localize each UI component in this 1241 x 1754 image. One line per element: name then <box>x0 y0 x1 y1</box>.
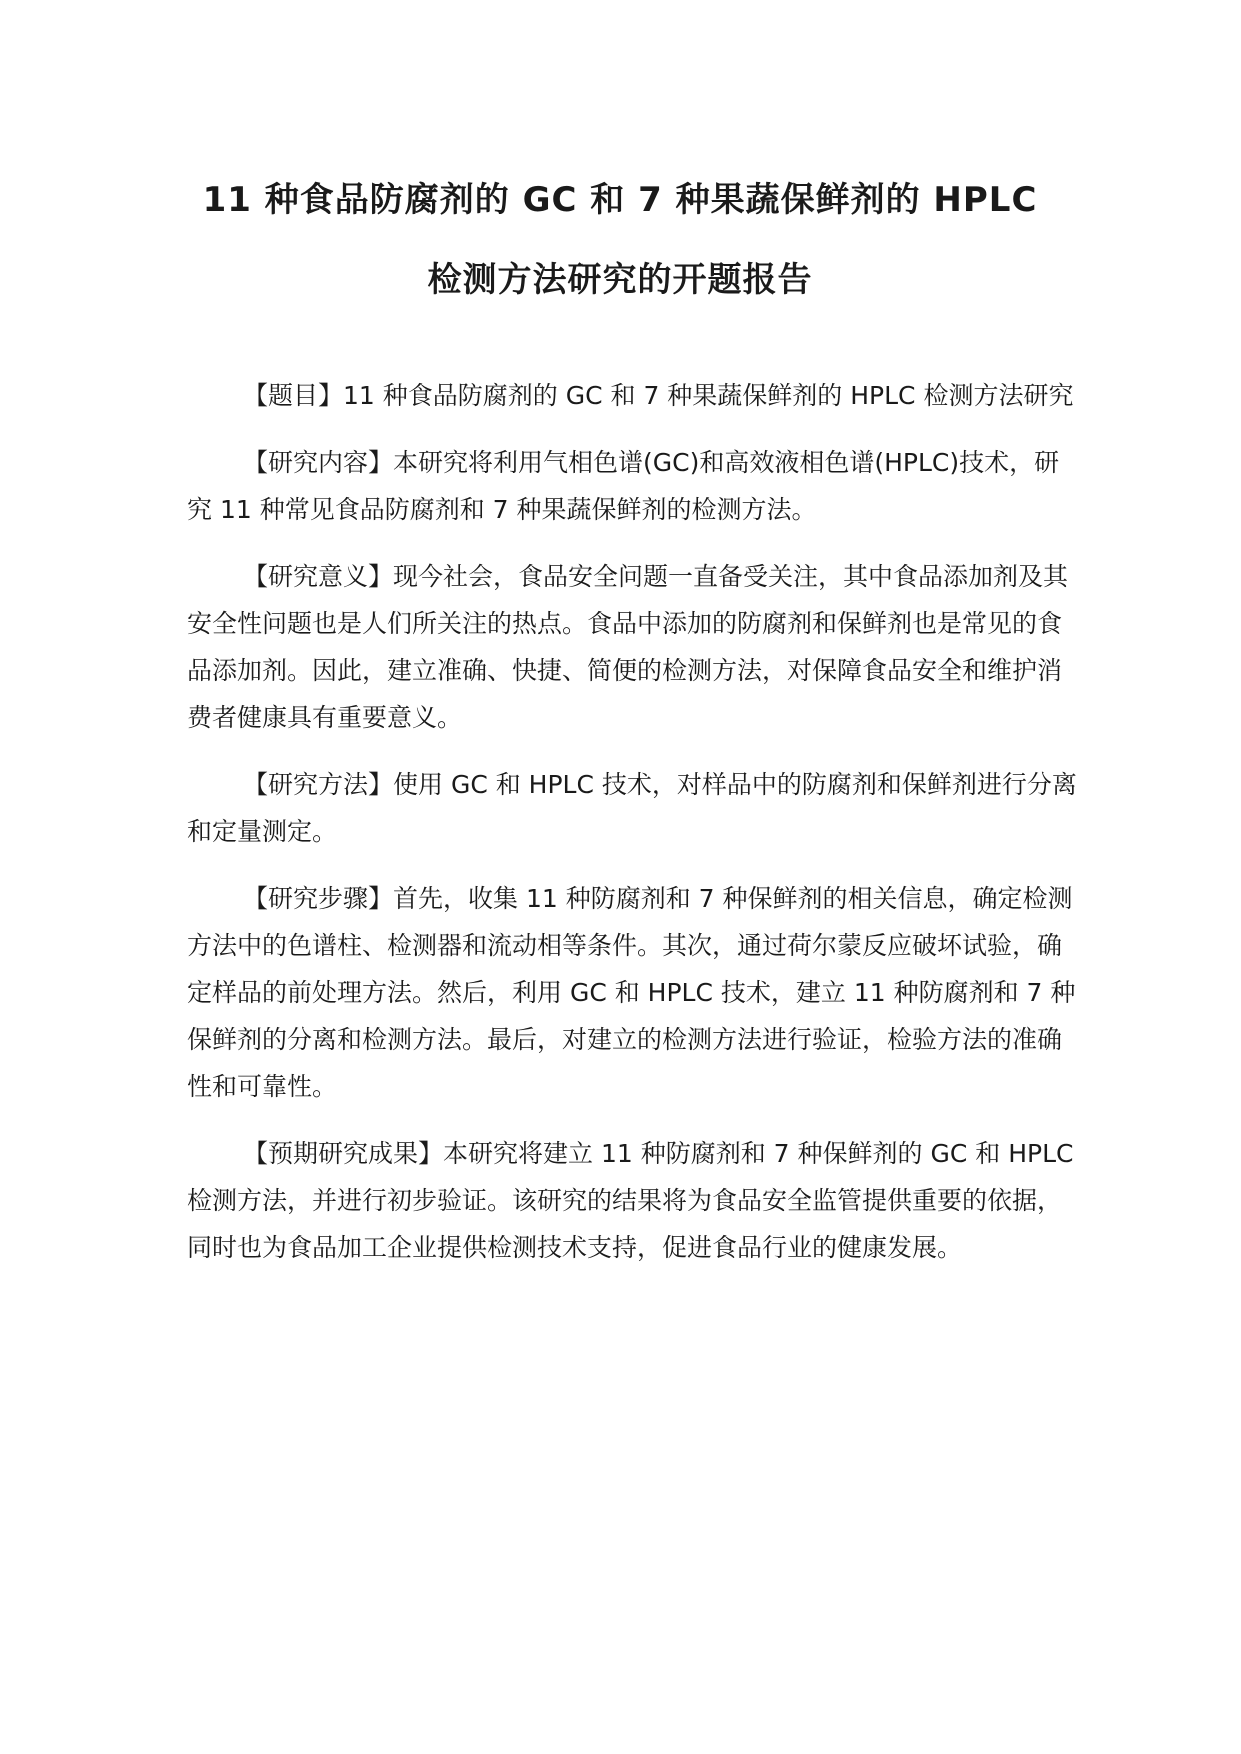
document-title <box>150 160 1090 320</box>
section-label: 【研究步骤】 <box>243 884 394 913</box>
section-text: 现今社会，食品安全问题一直备受关注，其中食品添加剂及其安全性问题也是人们所关注的热点。食品中添加的防腐剂和保鲜剂也是常见的食品添加剂。因此，建立准确、快捷、简便的检测方法，对保障食品安全和维护消费者健康具有重要意义。 <box>187 562 1069 732</box>
document-body <box>187 372 1077 1291</box>
paragraph-research-method <box>187 761 1077 855</box>
section-label: 【研究方法】 <box>243 770 394 799</box>
section-text: 本研究将建立 11 种防腐剂和 7 种保鲜剂的 GC 和 HPLC 检测方法，并进行初步验证。该研究的结果将为食品安全监管提供重要的依据，同时也为食品加工企业提供检测技术支持，促进食品行业的健康发展。 <box>187 1139 1074 1262</box>
section-text: 首先，收集 11 种防腐剂和 7 种保鲜剂的相关信息，确定检测方法中的色谱柱、检测器和流动相等条件。其次，通过荷尔蒙反应破坏试验，确定样品的前处理方法。然后，利用 GC 和 HPLC 技术，建立 11 种防腐剂和 7 种保鲜剂的分离和检测方法。最后，对建立的检测方法进行验证，检验方法的准确性和可靠性。 <box>187 884 1076 1101</box>
paragraph-research-significance <box>187 553 1077 741</box>
section-text: 使用 GC 和 HPLC 技术，对样品中的防腐剂和保鲜剂进行分离和定量测定。 <box>187 770 1077 846</box>
section-label: 【研究意义】 <box>243 562 394 591</box>
paragraph-research-steps <box>187 875 1077 1110</box>
section-label: 【预期研究成果】 <box>243 1139 444 1168</box>
paragraph-expected-results <box>187 1130 1077 1271</box>
title-line-1: 11 种食品防腐剂的 GC 和 7 种果蔬保鲜剂的 HPLC <box>202 180 1038 220</box>
section-text: 11 种食品防腐剂的 GC 和 7 种果蔬保鲜剂的 HPLC 检测方法研究 <box>343 381 1074 410</box>
paragraph-topic <box>187 372 1077 419</box>
section-label: 【研究内容】 <box>243 448 394 477</box>
section-text: 本研究将利用气相色谱(GC)和高效液相色谱(HPLC)技术，研究 11 种常见食品防腐剂和 7 种果蔬保鲜剂的检测方法。 <box>187 448 1060 524</box>
paragraph-research-content <box>187 439 1077 533</box>
title-line-2: 检测方法研究的开题报告 <box>427 260 813 300</box>
section-label: 【题目】 <box>243 381 344 410</box>
